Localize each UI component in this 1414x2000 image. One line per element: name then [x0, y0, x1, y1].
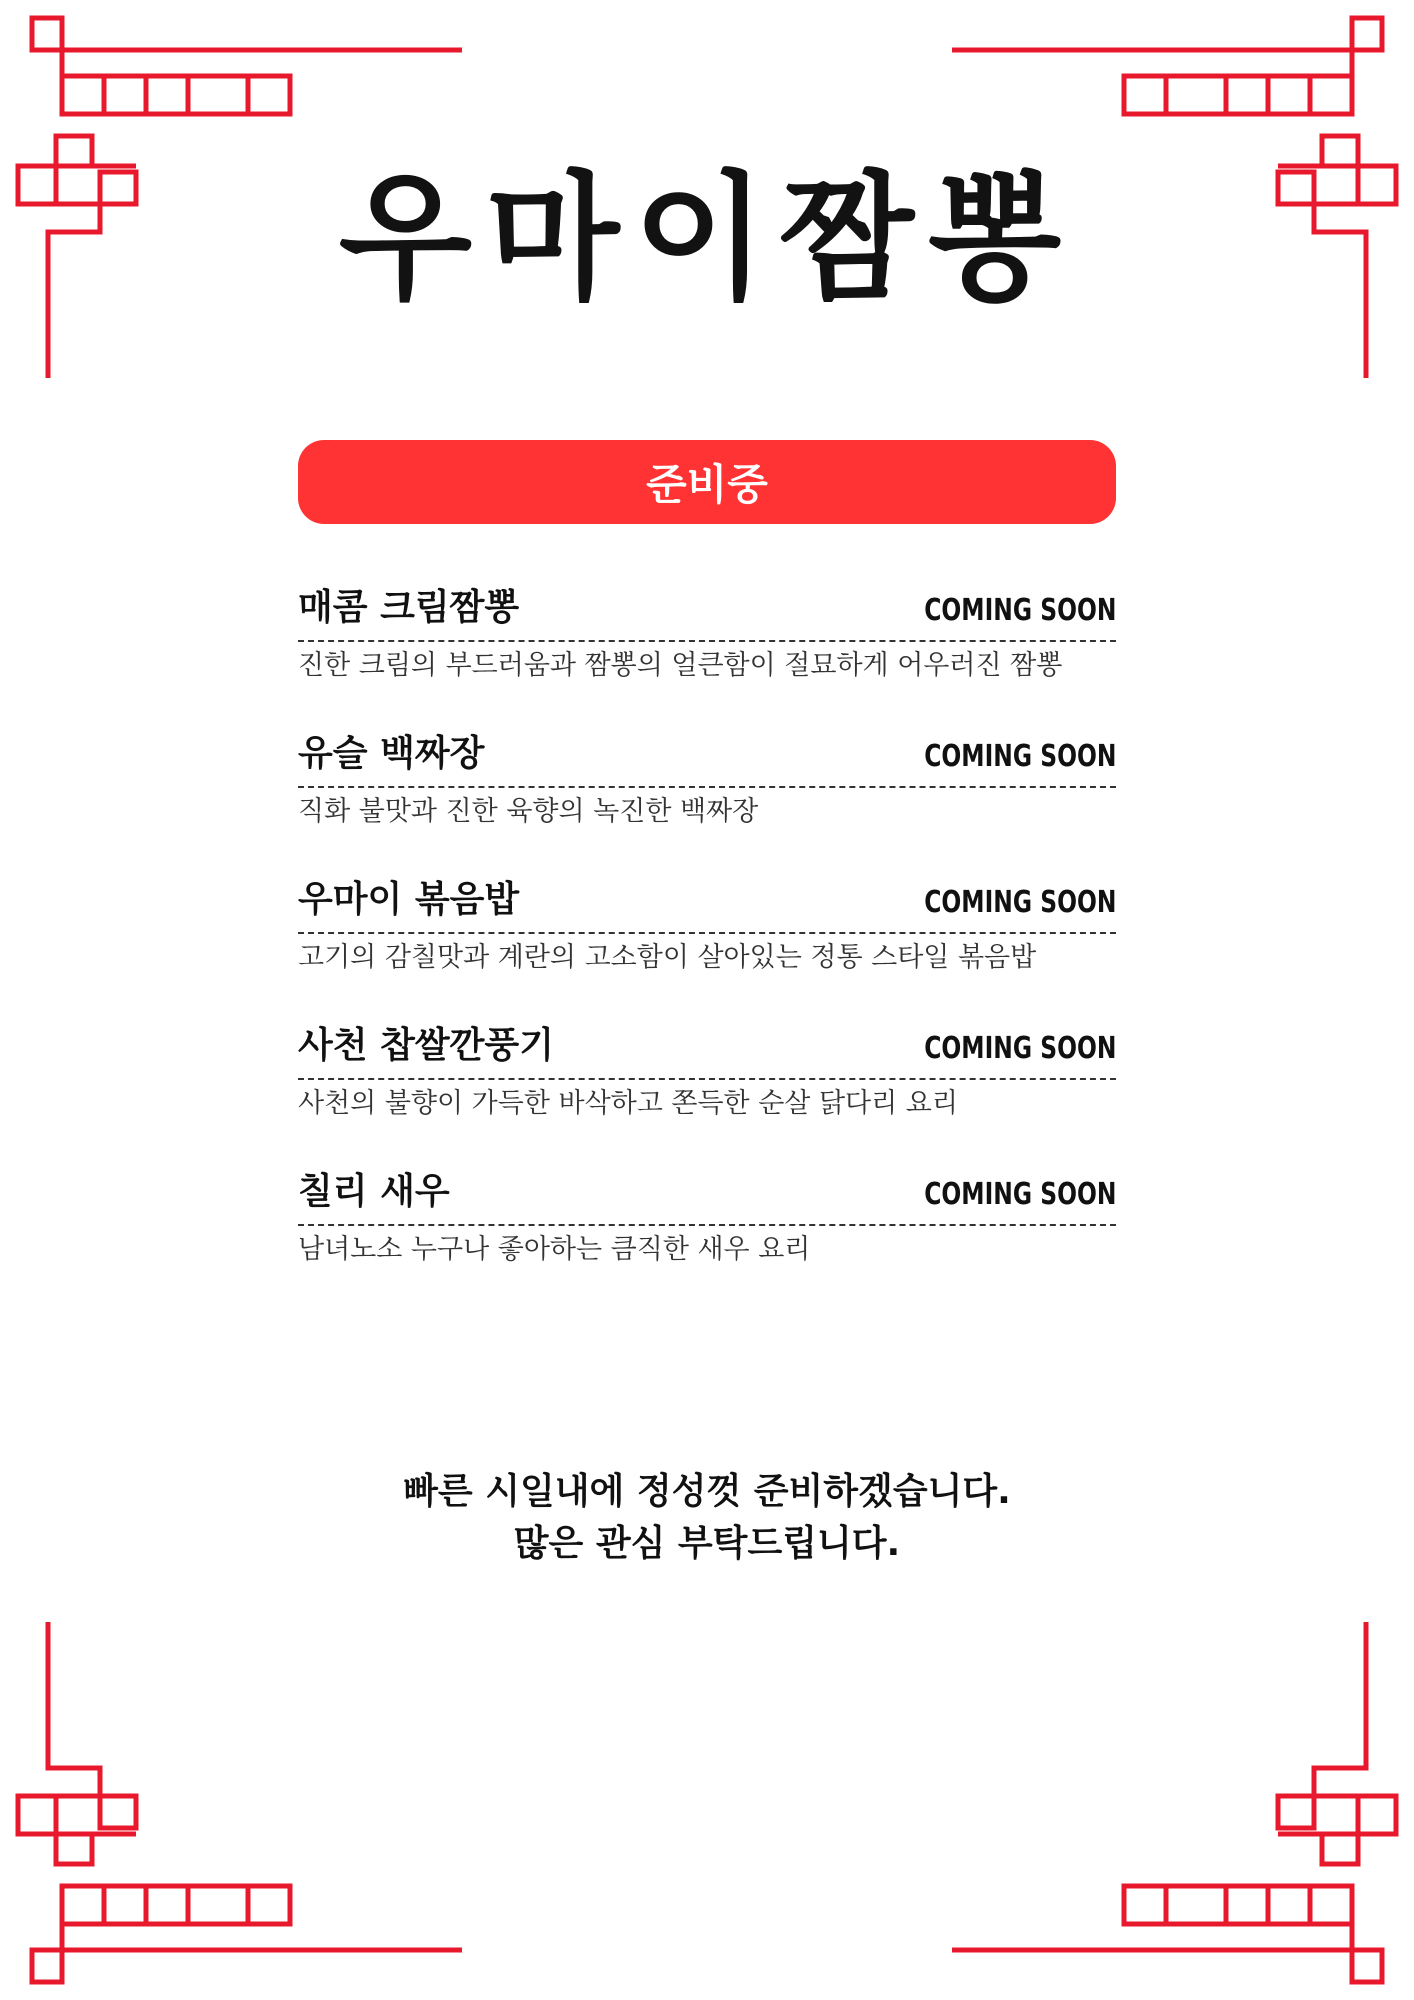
corner-ornament-bottom-left	[0, 1610, 470, 2000]
menu-item	[298, 1160, 1116, 1306]
menu-list	[298, 576, 1116, 1306]
menu-item-description: 직화 불맛과 진한 육향의 녹진한 백짜장	[298, 796, 759, 827]
menu-item-name: 유슬 백짜장	[298, 733, 485, 774]
menu-item-status: COMING SOON	[923, 593, 1116, 628]
restaurant-title: 우마이짬뽕	[338, 158, 1076, 319]
dashed-divider	[298, 640, 1116, 642]
menu-item-status: COMING SOON	[923, 739, 1116, 774]
menu-item	[298, 722, 1116, 868]
dashed-divider	[298, 1224, 1116, 1226]
menu-item-status: COMING SOON	[923, 1031, 1116, 1066]
menu-item-name: 사천 찹쌀깐풍기	[298, 1025, 554, 1066]
menu-item-description: 사천의 불향이 가득한 바삭하고 쫀득한 순살 닭다리 요리	[298, 1088, 958, 1119]
menu-item	[298, 576, 1116, 722]
dashed-divider	[298, 1078, 1116, 1080]
status-banner: 준비중	[298, 440, 1116, 524]
menu-item-description: 고기의 감칠맛과 계란의 고소함이 살아있는 정통 스타일 볶음밥	[298, 942, 1037, 973]
menu-item-status: COMING SOON	[923, 885, 1116, 920]
menu-item-description: 남녀노소 누구나 좋아하는 큼직한 새우 요리	[298, 1234, 811, 1265]
menu-item	[298, 868, 1116, 1014]
corner-ornament-bottom-right	[944, 1610, 1414, 2000]
footer-line-1: 빠른 시일내에 정성껏 준비하겠습니다.	[403, 1471, 1011, 1512]
footer-line-2: 많은 관심 부탁드립니다.	[513, 1523, 901, 1564]
menu-item-name: 칠리 새우	[298, 1171, 450, 1212]
menu-item-name: 우마이 볶음밥	[298, 879, 520, 920]
dashed-divider	[298, 786, 1116, 788]
menu-item-name: 매콤 크림짬뽕	[298, 587, 520, 628]
menu-item	[298, 1014, 1116, 1160]
menu-item-description: 진한 크림의 부드러움과 짬뽕의 얼큰함이 절묘하게 어우러진 짬뽕	[298, 650, 1063, 681]
dashed-divider	[298, 932, 1116, 934]
menu-item-status: COMING SOON	[923, 1177, 1116, 1212]
footer-message	[0, 1466, 1414, 1570]
